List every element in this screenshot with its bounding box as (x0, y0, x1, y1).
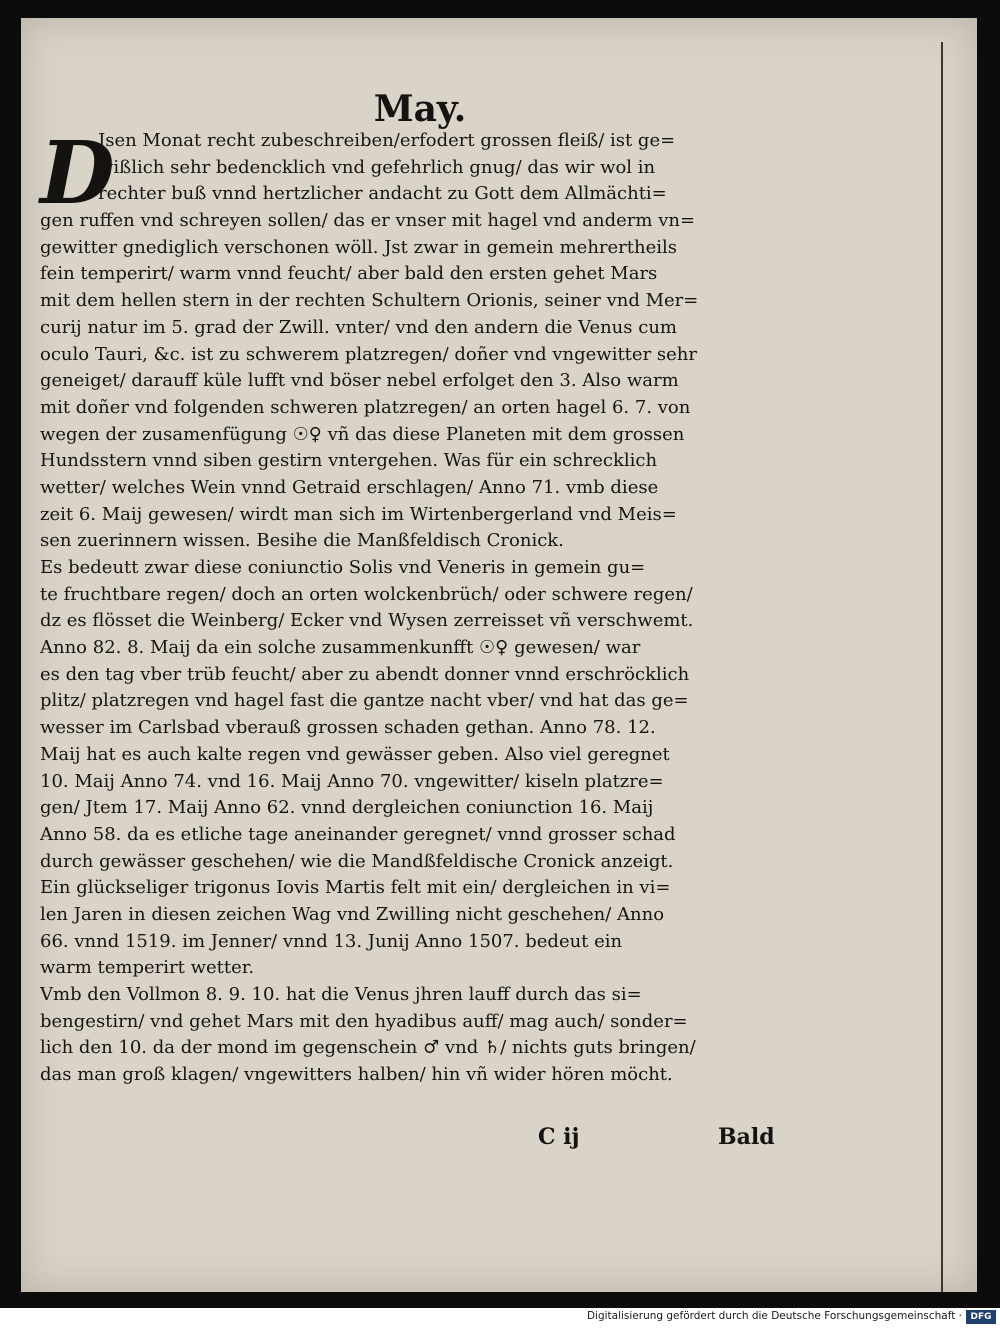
text-line: gen/ Jtem 17. Maij Anno 62. vnnd dergleichen coniunction 16. Maij (40, 797, 654, 819)
text-line: geneiget/ darauff küle lufft vnd böser nebel erfolget den 3. Also warm (40, 370, 679, 392)
text-line: Ein glückseliger trigonus Iovis Martis felt mit ein/ dergleichen in vi= (40, 877, 671, 899)
text-line: Hundsstern vnnd siben gestirn vntergehen. Was für ein schrecklich (40, 450, 658, 472)
text-line: rechter buß vnnd hertzlicher andacht zu Gott dem Allmächti= (98, 183, 667, 205)
text-line: zeit 6. Maij gewesen/ wirdt man sich im Wirtenbergerland vnd Meis= (40, 503, 677, 525)
text-line: mit doñer vnd folgenden schweren platzregen/ an orten hagel 6. 7. von (40, 396, 691, 418)
decorated-initial-letter: D (40, 123, 115, 224)
text-line: Jsen Monat recht zubeschreiben/erfodert grossen fleiß/ ist ge= (98, 130, 676, 151)
text-line: plitz/ platzregen vnd hagel fast die gantze nacht vber/ vnd hat das ge= (40, 690, 689, 712)
text-line: wegen der zusamenfügung ☉♀ vñ das diese Planeten mit dem grossen (40, 423, 685, 445)
text-line: gewitter gnediglich verschonen wöll. Jst zwar in gemein mehrertheils (40, 236, 677, 258)
text-line: bengestirn/ vnd gehet Mars mit den hyadibus auff/ mag auch/ sonder= (40, 1010, 688, 1032)
text-line: curij natur im 5. grad der Zwill. vnter/ vnd den andern die Venus cum (40, 316, 677, 338)
text-line: wißlich sehr bedencklich vnd gefehrlich gnug/ das wir wol in (98, 156, 656, 178)
text-line: te fruchtbare regen/ doch an orten wolckenbrüch/ oder schwere regen/ (40, 583, 693, 605)
text-line: es den tag vber trüb feucht/ aber zu abendt donner vnnd erschröcklich (40, 663, 690, 685)
text-line: wetter/ welches Wein vnnd Getraid erschlagen/ Anno 71. vmb diese (40, 476, 659, 498)
text-line: lich den 10. da der mond im gegenschein ♂ vnd ♄/ nichts guts bringen/ (40, 1037, 696, 1059)
dfg-logo: DFG (966, 1310, 996, 1324)
text-line: Maij hat es auch kalte regen vnd gewässer geben. Also viel geregnet (40, 743, 670, 765)
text-line: warm temperirt wetter. (40, 957, 255, 979)
funding-credit: Digitalisierung gefördert durch die Deutsche Forschungsgemeinschaft · (586, 1310, 962, 1322)
text-line: mit dem hellen stern in der rechten Schultern Orionis, seiner vnd Mer= (40, 290, 699, 312)
text-line: durch gewässer geschehen/ wie die Mandßfeldische Cronick anzeigt. (40, 850, 674, 872)
catchword: Bald (718, 1124, 775, 1150)
text-line: oculo Tauri, &c. ist zu schwerem platzregen/ doñer vnd vngewitter sehr (40, 343, 697, 365)
text-line: Es bedeutt zwar diese coniunctio Solis vnd Veneris in gemein gu= (40, 557, 646, 578)
text-line: Anno 58. da es etliche tage aneinander geregnet/ vnnd grosser schad (40, 823, 676, 845)
text-line: 10. Maij Anno 74. vnd 16. Maij Anno 70. vngewitter/ kiseln platzre= (40, 770, 664, 792)
text-line: sen zuerinnern wissen. Besihe die Manßfeldisch Cronick. (40, 530, 564, 552)
signature-mark: C ij (538, 1124, 580, 1150)
text-line: 66. vnnd 1519. im Jenner/ vnnd 13. Junij Anno 1507. bedeut ein (40, 930, 623, 952)
page-edge-rule (941, 42, 943, 1292)
text-line: Anno 82. 8. Maij da ein solche zusammenkunfft ☉♀ gewesen/ war (40, 637, 641, 659)
text-line: Vmb den Vollmon 8. 9. 10. hat die Venus jhren lauff durch das si= (40, 984, 642, 1005)
page-heading: May. (373, 88, 467, 130)
text-line: fein temperirt/ warm vnnd feucht/ aber bald den ersten gehet Mars (40, 263, 658, 285)
text-line: len Jaren in diesen zeichen Wag vnd Zwilling nicht geschehen/ Anno (40, 903, 665, 925)
body-text (40, 123, 810, 1089)
text-line: gen ruffen vnd schreyen sollen/ das er vnser mit hagel vnd anderm vn= (40, 210, 696, 232)
text-line: das man groß klagen/ vngewitters halben/ hin vñ wider hören möcht. (40, 1064, 673, 1086)
text-line: wesser im Carlsbad vberauß grossen schaden gethan. Anno 78. 12. (40, 717, 656, 739)
text-line: dz es flösset die Weinberg/ Ecker vnd Wysen zerreisset vñ verschwemt. (40, 610, 694, 632)
